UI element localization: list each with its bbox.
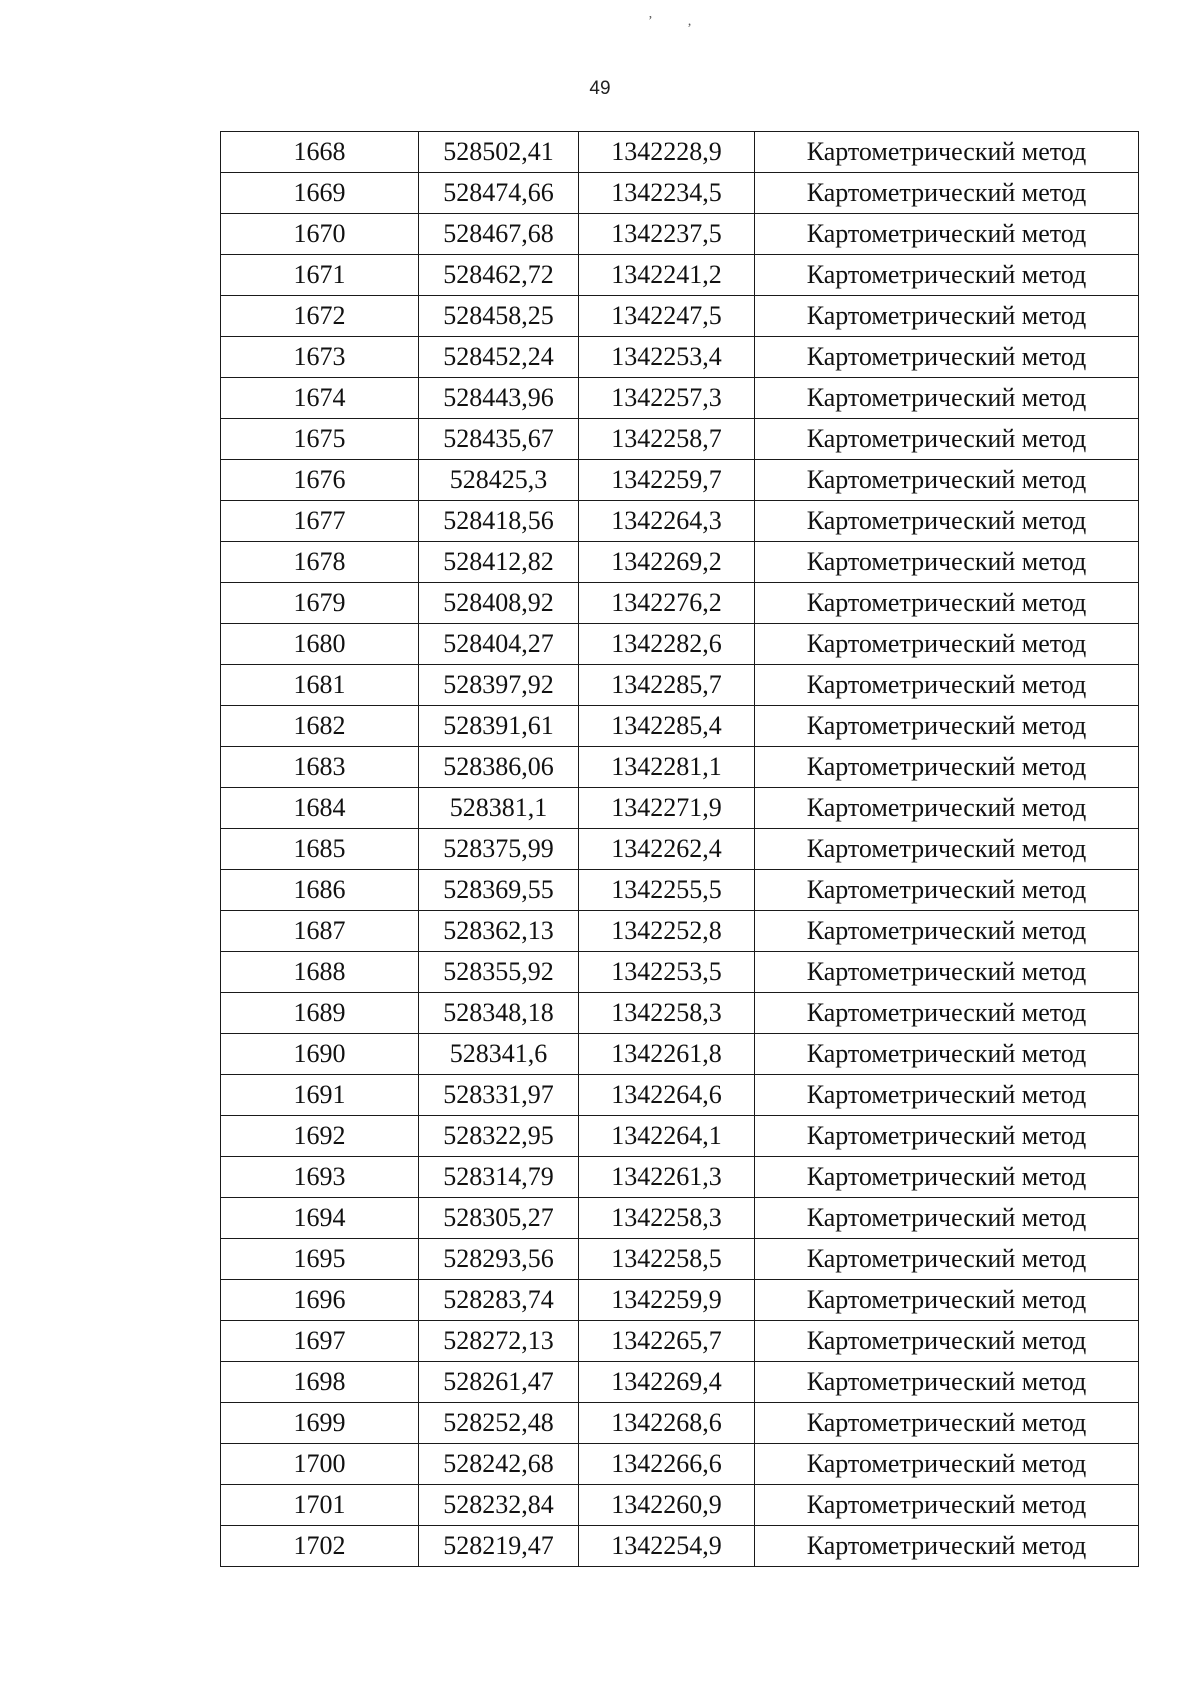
y-coordinate-cell: 1342269,4 [579, 1362, 755, 1403]
x-coordinate-cell: 528412,82 [419, 542, 579, 583]
x-coordinate-cell: 528435,67 [419, 419, 579, 460]
point-number-cell: 1701 [221, 1485, 419, 1526]
point-number-cell: 1691 [221, 1075, 419, 1116]
x-coordinate-cell: 528408,92 [419, 583, 579, 624]
table-row [221, 706, 1139, 747]
table-row [221, 337, 1139, 378]
x-coordinate-cell: 528462,72 [419, 255, 579, 296]
point-number-cell: 1693 [221, 1157, 419, 1198]
method-cell: Картометрический метод [755, 1526, 1139, 1567]
y-coordinate-cell: 1342247,5 [579, 296, 755, 337]
x-coordinate-cell: 528404,27 [419, 624, 579, 665]
y-coordinate-cell: 1342237,5 [579, 214, 755, 255]
table-row [221, 1321, 1139, 1362]
x-coordinate-cell: 528502,41 [419, 132, 579, 173]
method-cell: Картометрический метод [755, 1075, 1139, 1116]
point-number-cell: 1682 [221, 706, 419, 747]
x-coordinate-cell: 528305,27 [419, 1198, 579, 1239]
method-cell: Картометрический метод [755, 1485, 1139, 1526]
point-number-cell: 1689 [221, 993, 419, 1034]
x-coordinate-cell: 528467,68 [419, 214, 579, 255]
x-coordinate-cell: 528232,84 [419, 1485, 579, 1526]
coordinates-table [220, 131, 1139, 1567]
table-row [221, 1444, 1139, 1485]
point-number-cell: 1692 [221, 1116, 419, 1157]
point-number-cell: 1686 [221, 870, 419, 911]
x-coordinate-cell: 528242,68 [419, 1444, 579, 1485]
method-cell: Картометрический метод [755, 132, 1139, 173]
y-coordinate-cell: 1342259,7 [579, 460, 755, 501]
method-cell: Картометрический метод [755, 911, 1139, 952]
method-cell: Картометрический метод [755, 1034, 1139, 1075]
x-coordinate-cell: 528348,18 [419, 993, 579, 1034]
y-coordinate-cell: 1342265,7 [579, 1321, 755, 1362]
x-coordinate-cell: 528391,61 [419, 706, 579, 747]
y-coordinate-cell: 1342266,6 [579, 1444, 755, 1485]
y-coordinate-cell: 1342258,3 [579, 993, 755, 1034]
point-number-cell: 1673 [221, 337, 419, 378]
table-row [221, 1034, 1139, 1075]
x-coordinate-cell: 528381,1 [419, 788, 579, 829]
y-coordinate-cell: 1342253,4 [579, 337, 755, 378]
table-row [221, 1526, 1139, 1567]
table-row [221, 1403, 1139, 1444]
method-cell: Картометрический метод [755, 1444, 1139, 1485]
y-coordinate-cell: 1342258,3 [579, 1198, 755, 1239]
method-cell: Картометрический метод [755, 1280, 1139, 1321]
method-cell: Картометрический метод [755, 993, 1139, 1034]
x-coordinate-cell: 528425,3 [419, 460, 579, 501]
point-number-cell: 1676 [221, 460, 419, 501]
point-number-cell: 1679 [221, 583, 419, 624]
point-number-cell: 1700 [221, 1444, 419, 1485]
point-number-cell: 1694 [221, 1198, 419, 1239]
point-number-cell: 1669 [221, 173, 419, 214]
x-coordinate-cell: 528272,13 [419, 1321, 579, 1362]
point-number-cell: 1675 [221, 419, 419, 460]
y-coordinate-cell: 1342254,9 [579, 1526, 755, 1567]
table-row [221, 542, 1139, 583]
y-coordinate-cell: 1342282,6 [579, 624, 755, 665]
point-number-cell: 1677 [221, 501, 419, 542]
y-coordinate-cell: 1342271,9 [579, 788, 755, 829]
method-cell: Картометрический метод [755, 870, 1139, 911]
point-number-cell: 1678 [221, 542, 419, 583]
table-row [221, 255, 1139, 296]
method-cell: Картометрический метод [755, 1362, 1139, 1403]
x-coordinate-cell: 528219,47 [419, 1526, 579, 1567]
y-coordinate-cell: 1342262,4 [579, 829, 755, 870]
point-number-cell: 1670 [221, 214, 419, 255]
table-row [221, 624, 1139, 665]
table-row [221, 870, 1139, 911]
method-cell: Картометрический метод [755, 1403, 1139, 1444]
table-row [221, 1198, 1139, 1239]
table-row [221, 583, 1139, 624]
table-row [221, 1280, 1139, 1321]
x-coordinate-cell: 528293,56 [419, 1239, 579, 1280]
method-cell: Картометрический метод [755, 337, 1139, 378]
point-number-cell: 1695 [221, 1239, 419, 1280]
table-row [221, 173, 1139, 214]
point-number-cell: 1702 [221, 1526, 419, 1567]
method-cell: Картометрический метод [755, 1157, 1139, 1198]
point-number-cell: 1681 [221, 665, 419, 706]
method-cell: Картометрический метод [755, 214, 1139, 255]
method-cell: Картометрический метод [755, 1239, 1139, 1280]
y-coordinate-cell: 1342261,3 [579, 1157, 755, 1198]
x-coordinate-cell: 528355,92 [419, 952, 579, 993]
point-number-cell: 1699 [221, 1403, 419, 1444]
table-row [221, 788, 1139, 829]
y-coordinate-cell: 1342264,6 [579, 1075, 755, 1116]
y-coordinate-cell: 1342264,3 [579, 501, 755, 542]
x-coordinate-cell: 528386,06 [419, 747, 579, 788]
y-coordinate-cell: 1342285,4 [579, 706, 755, 747]
method-cell: Картометрический метод [755, 419, 1139, 460]
point-number-cell: 1671 [221, 255, 419, 296]
y-coordinate-cell: 1342268,6 [579, 1403, 755, 1444]
x-coordinate-cell: 528261,47 [419, 1362, 579, 1403]
x-coordinate-cell: 528362,13 [419, 911, 579, 952]
x-coordinate-cell: 528397,92 [419, 665, 579, 706]
x-coordinate-cell: 528341,6 [419, 1034, 579, 1075]
y-coordinate-cell: 1342276,2 [579, 583, 755, 624]
y-coordinate-cell: 1342253,5 [579, 952, 755, 993]
x-coordinate-cell: 528458,25 [419, 296, 579, 337]
table-row [221, 1157, 1139, 1198]
table-row [221, 1239, 1139, 1280]
table-row [221, 1075, 1139, 1116]
table-row [221, 378, 1139, 419]
point-number-cell: 1685 [221, 829, 419, 870]
x-coordinate-cell: 528252,48 [419, 1403, 579, 1444]
x-coordinate-cell: 528322,95 [419, 1116, 579, 1157]
point-number-cell: 1683 [221, 747, 419, 788]
method-cell: Картометрический метод [755, 542, 1139, 583]
table-row [221, 419, 1139, 460]
point-number-cell: 1668 [221, 132, 419, 173]
y-coordinate-cell: 1342241,2 [579, 255, 755, 296]
point-number-cell: 1687 [221, 911, 419, 952]
y-coordinate-cell: 1342264,1 [579, 1116, 755, 1157]
method-cell: Картометрический метод [755, 1116, 1139, 1157]
x-coordinate-cell: 528283,74 [419, 1280, 579, 1321]
table-row [221, 1116, 1139, 1157]
method-cell: Картометрический метод [755, 747, 1139, 788]
point-number-cell: 1690 [221, 1034, 419, 1075]
scan-artifact-marks: ’ ‚ [648, 14, 708, 29]
table-row [221, 460, 1139, 501]
y-coordinate-cell: 1342269,2 [579, 542, 755, 583]
table-row [221, 829, 1139, 870]
point-number-cell: 1680 [221, 624, 419, 665]
coordinates-table-body [221, 132, 1139, 1567]
point-number-cell: 1674 [221, 378, 419, 419]
table-row [221, 952, 1139, 993]
table-row [221, 993, 1139, 1034]
x-coordinate-cell: 528443,96 [419, 378, 579, 419]
table-row [221, 1485, 1139, 1526]
y-coordinate-cell: 1342258,7 [579, 419, 755, 460]
y-coordinate-cell: 1342285,7 [579, 665, 755, 706]
method-cell: Картометрический метод [755, 624, 1139, 665]
point-number-cell: 1696 [221, 1280, 419, 1321]
x-coordinate-cell: 528331,97 [419, 1075, 579, 1116]
table-row [221, 665, 1139, 706]
y-coordinate-cell: 1342281,1 [579, 747, 755, 788]
y-coordinate-cell: 1342261,8 [579, 1034, 755, 1075]
method-cell: Картометрический метод [755, 1321, 1139, 1362]
point-number-cell: 1697 [221, 1321, 419, 1362]
method-cell: Картометрический метод [755, 952, 1139, 993]
x-coordinate-cell: 528369,55 [419, 870, 579, 911]
method-cell: Картометрический метод [755, 829, 1139, 870]
method-cell: Картометрический метод [755, 460, 1139, 501]
point-number-cell: 1688 [221, 952, 419, 993]
method-cell: Картометрический метод [755, 296, 1139, 337]
x-coordinate-cell: 528474,66 [419, 173, 579, 214]
method-cell: Картометрический метод [755, 501, 1139, 542]
x-coordinate-cell: 528375,99 [419, 829, 579, 870]
y-coordinate-cell: 1342252,8 [579, 911, 755, 952]
point-number-cell: 1672 [221, 296, 419, 337]
method-cell: Картометрический метод [755, 665, 1139, 706]
x-coordinate-cell: 528418,56 [419, 501, 579, 542]
method-cell: Картометрический метод [755, 378, 1139, 419]
page-number: 49 [589, 78, 611, 99]
table-row [221, 747, 1139, 788]
method-cell: Картометрический метод [755, 706, 1139, 747]
method-cell: Картометрический метод [755, 173, 1139, 214]
y-coordinate-cell: 1342260,9 [579, 1485, 755, 1526]
y-coordinate-cell: 1342258,5 [579, 1239, 755, 1280]
y-coordinate-cell: 1342257,3 [579, 378, 755, 419]
method-cell: Картометрический метод [755, 255, 1139, 296]
method-cell: Картометрический метод [755, 1198, 1139, 1239]
y-coordinate-cell: 1342228,9 [579, 132, 755, 173]
y-coordinate-cell: 1342234,5 [579, 173, 755, 214]
method-cell: Картометрический метод [755, 788, 1139, 829]
point-number-cell: 1684 [221, 788, 419, 829]
table-row [221, 911, 1139, 952]
table-row [221, 296, 1139, 337]
table-row [221, 1362, 1139, 1403]
table-row [221, 132, 1139, 173]
y-coordinate-cell: 1342259,9 [579, 1280, 755, 1321]
table-row [221, 501, 1139, 542]
y-coordinate-cell: 1342255,5 [579, 870, 755, 911]
point-number-cell: 1698 [221, 1362, 419, 1403]
table-row [221, 214, 1139, 255]
method-cell: Картометрический метод [755, 583, 1139, 624]
x-coordinate-cell: 528452,24 [419, 337, 579, 378]
x-coordinate-cell: 528314,79 [419, 1157, 579, 1198]
